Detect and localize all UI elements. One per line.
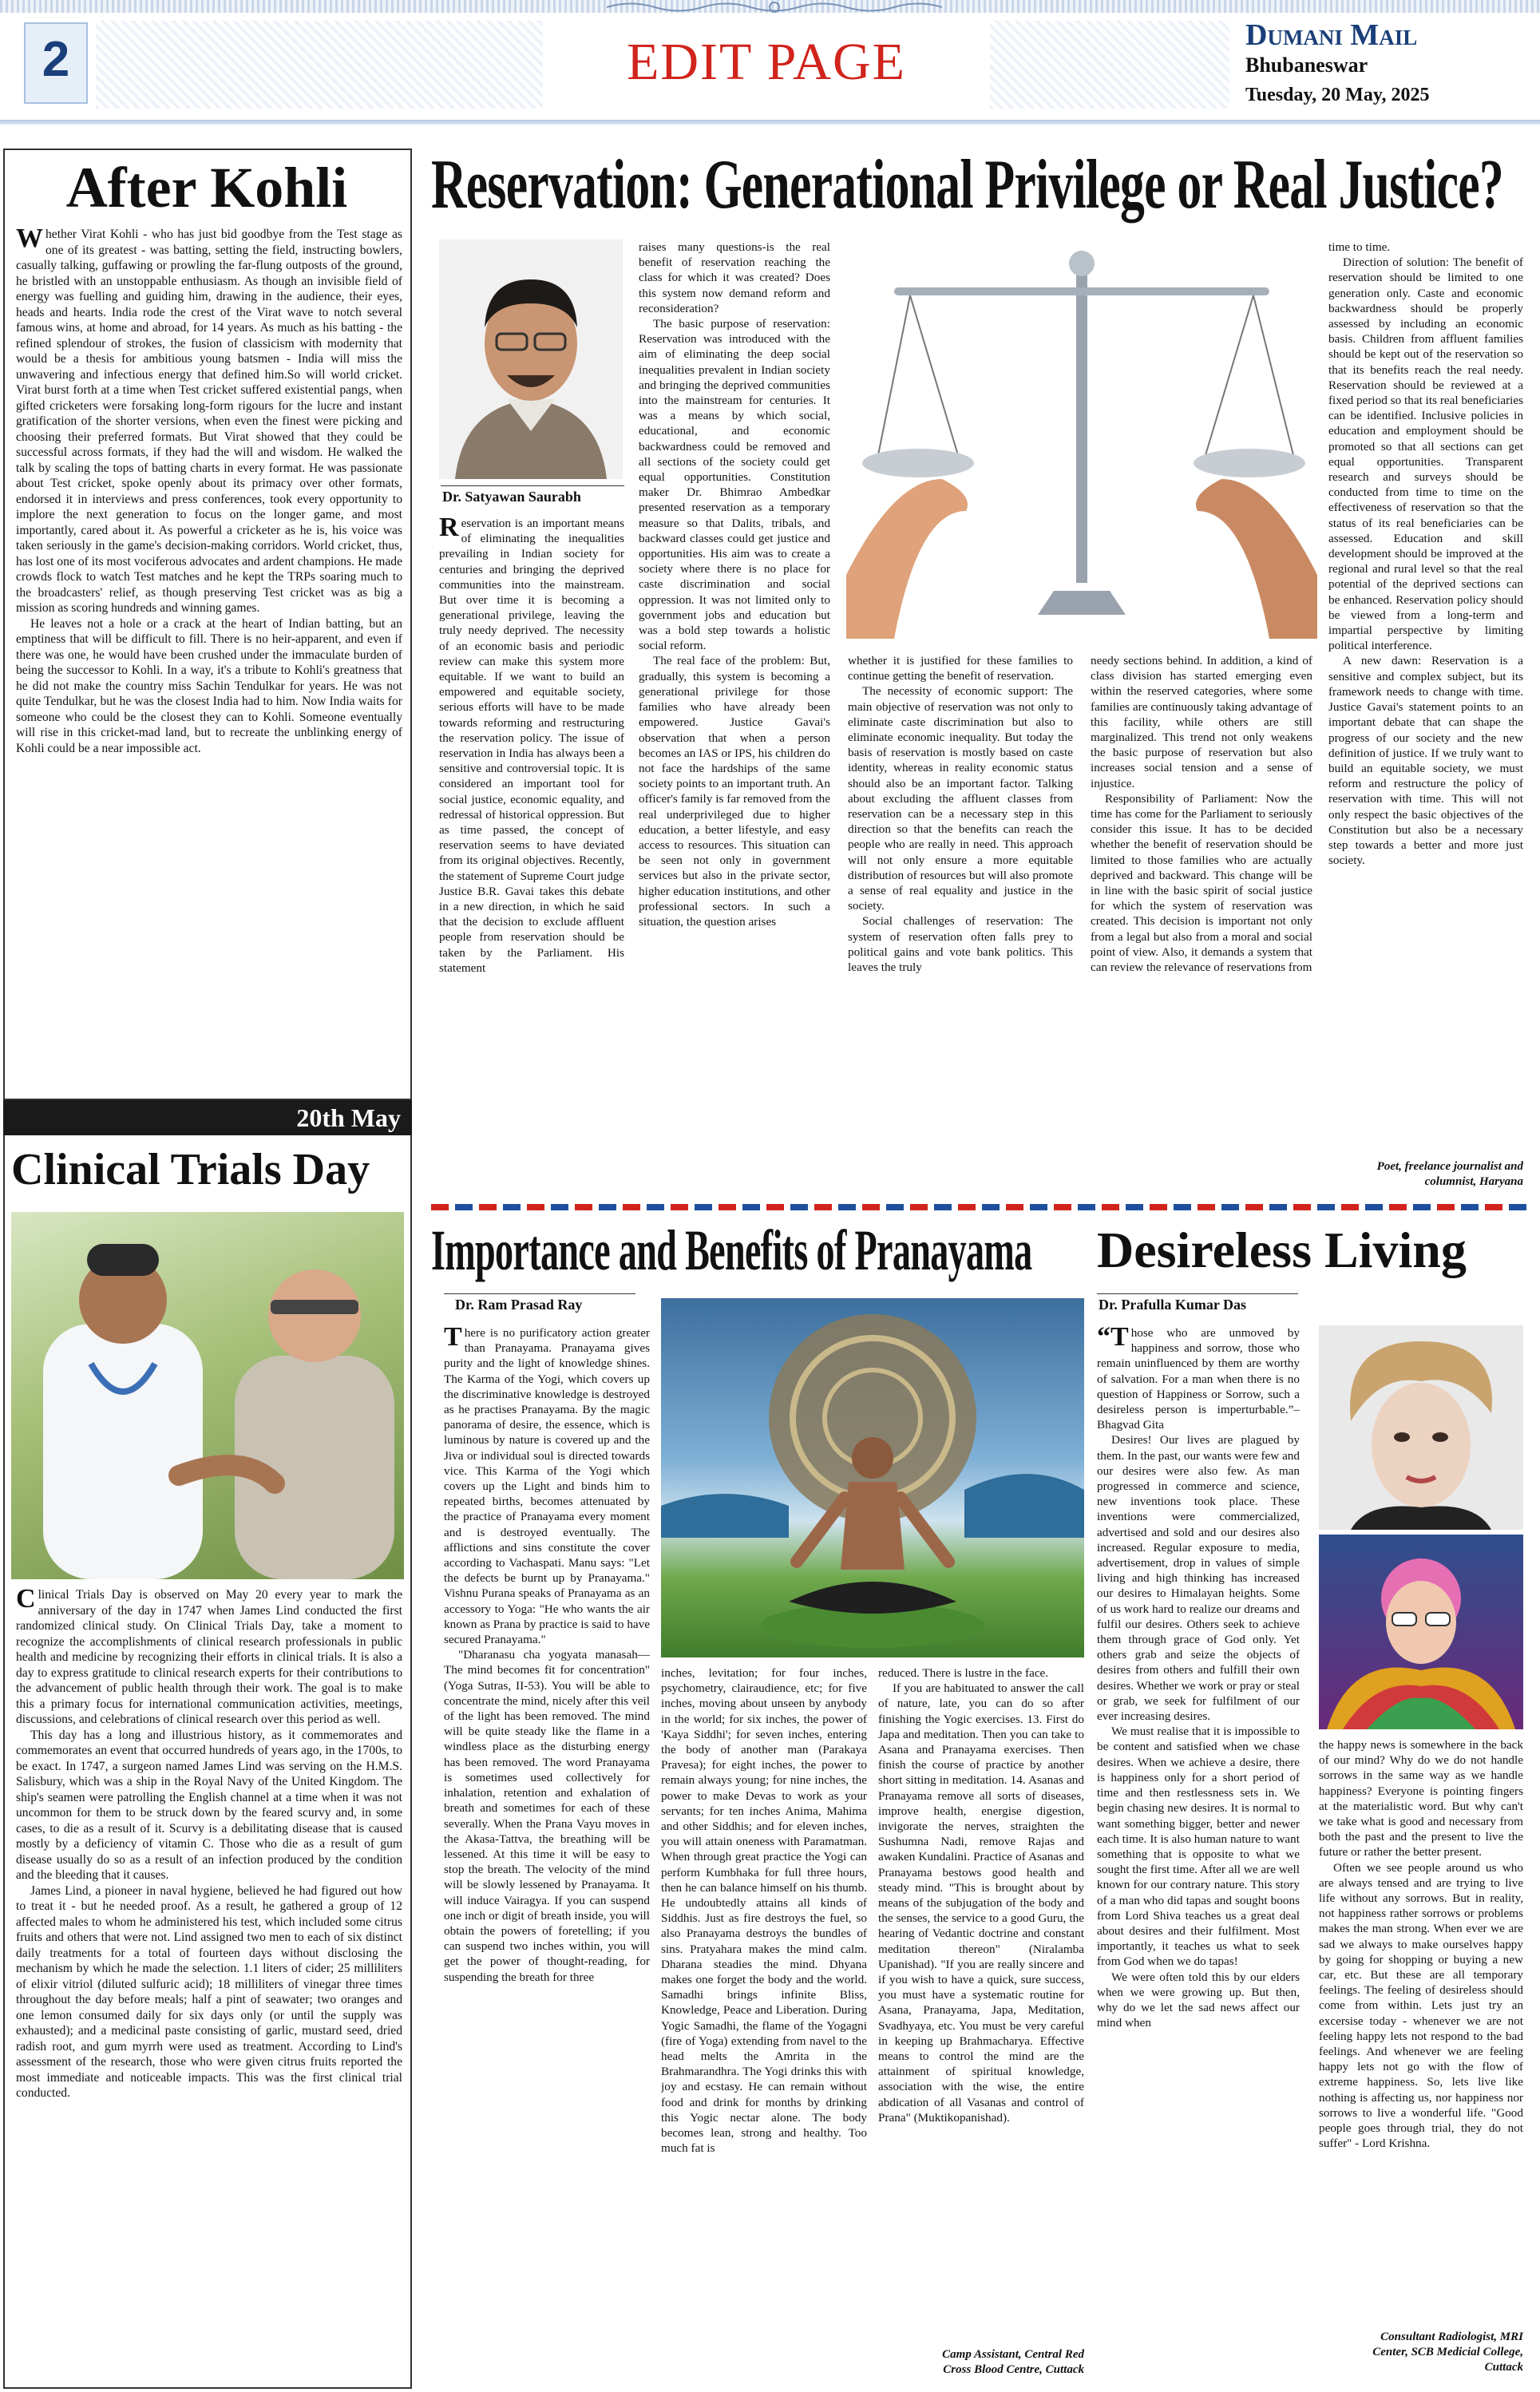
reservation-title-text: Reservation: Generational Privilege or Real Justice? xyxy=(431,147,1503,224)
clinical-paragraph: This day has a long and illustrious history, as it commemorates and commemorates an event that occurred hundreds of years ago, in the 1700s, to be exact. In 1747, a surgeon named James Lind was serving on the H.M.S. Salisbury, which was a ship in the Royal Navy of the United Kingdom. The ship's seamen were patrolling the English channel at a time when it was not uncommon for them to be struck down by the feared scurvy and, in some cases, to die as a result of it. Scurvy is a debilitating disease that is caused mostly by a deficiency of vitamin C. Those who die as a result of gum disease usually do so as a result of an infection produced by the condition and the bleeding that it causes. xyxy=(16,1728,402,1882)
reservation-paragraph: raises many questions-is the real benefit of reservation reaching the class for which it was created? Does this system now demand reform and reconsideration? xyxy=(639,240,830,315)
desireless-author: Dr. Prafulla Kumar Das xyxy=(1099,1297,1247,1313)
desireless-paragraph: Desires! Our lives are plagued by them. In the past, our wants were few and our desires were also few. As man progressed in commerce and science, new inventions took place. These inventions were commercialized, advertised and sold and our desires also increased. Regular exposure to media, advertisement, drop in values of simple living and high thinking has increased our desires to Himalayan heights. Some of us work hard to realize our dreams and fulfil our desires. Others seek to achieve them through grace of God only. Yet others grab and seize the objects of desires from others and fulfill their own desires. Whether we work or pray or steal or grab, we seek for fulfilment of our ever increasing desires. xyxy=(1097,1433,1300,1724)
reservation-signature xyxy=(1328,1159,1523,1190)
section-divider xyxy=(431,1204,1533,1210)
kohli-title: After Kohli xyxy=(65,156,348,220)
reservation-author: Dr. Satyawan Saurabh xyxy=(442,489,581,505)
section-title: EDIT PAGE xyxy=(627,33,906,91)
pranayama-col-2 xyxy=(661,1665,867,2389)
header-pattern-left xyxy=(96,21,543,109)
doctor-patient-photo xyxy=(11,1212,404,1579)
reservation-paragraph: Direction of solution: The benefit of reservation should be limited to one generation only. Caste and economic backwardness should be properly assessed by including an economic basis. Children from affluent families should be kept out of the reservation so that its benefits reach the real needy. Reservation should be reviewed at a fixed period so that its real beneficiaries can be identified. Inclusive policies in education and employment should be promoted so that all sections can get equal opportunities. Transparent research and surveys should be conducted from time to time on the effectiveness of reservation so that the status of its real beneficiaries can be assessed. Education and skill development should be improved at the regional and rural level so that the real potential of the deprived sections can be enhanced. Reservation policy should be viewed from a long-term and impartial perspective by limiting political interference. xyxy=(1328,255,1523,653)
header-pattern-right xyxy=(990,21,1229,109)
desireless-paragraph: We must realise that it is impossible to be content and satisfied when we chase desires. When we achieve a desire, there is happiness only for a short period of time and then restlessness sets in. We begin chasing new desires. It is normal to want something bigger, better and newer each time. It is also human nature to want something that is opposite to what we sought the first time. After all we are well known for our contrary nature. This story of a man who did tapas and sought boons from Lord Shiva teaches us a great deal about desires and their fulfilment. Most importantly, it teaches us what to seek from God when we do tapas! xyxy=(1097,1725,1300,1969)
desireless-col-2 xyxy=(1319,1737,1523,2315)
clinical-title: Clinical Trials Day xyxy=(11,1145,370,1194)
clinical-body xyxy=(16,1587,402,2386)
pranayama-signature xyxy=(878,2347,1084,2378)
reservation-paragraph: Social challenges of reservation: The system of reservation often falls prey to political gains and vote bank politics. This leaves the truly xyxy=(848,914,1073,975)
desireless-title: Desireless Living xyxy=(1097,1222,1467,1278)
page-number-box xyxy=(24,22,88,104)
page-number: 2 xyxy=(42,32,70,87)
reservation-paragraph: needy sections behind. In addition, a kind of class division has started emerging even within the reserved categories, where some families are continuously taking advantage of this facility, while others are still marginalized. This trend not only weakens the basic purpose of reservation but also increases social tension and a sense of injustice. xyxy=(1091,654,1312,790)
reservation-col-5 xyxy=(1328,240,1523,1158)
reservation-paragraph: A new dawn: Reservation is a sensitive and complex subject, but its framework needs to change with time. Justice Gavai's statement points to an important debate that can shape the progress of our society and the new definition of justice. If we truly want to build an equitable society, we must reform and restructure the policy of reservation with time. This will not only respect the basic objectives of the Constitution but also be a necessary step towards a better and more just society. xyxy=(1328,654,1523,868)
reservation-paragraph: Reservation is an important means of eliminating the inequalities prevailing in Indian society for centuries and bringing the deprived communities into the mainstream. But over time it is becoming a generational privilege, leaving the truly needy deprived. The necessity of an economic basis and periodic review can make this system more equitable. If we want to build an empowered and equitable society, serious efforts will have to be made towards reforming and restructuring the reservation policy. The issue of reservation in India has always been a sensitive and controversial topic. It is considered an important tool for social justice, economic equality, and redressal of historical oppression. But as time passed, the concept of reservation seems to have deviated from its original objectives. Recently, the statement of Supreme Court judge Justice B.R. Gavai takes this debate in a new direction, in which he said that the decision to exclude affluent people from reservation should be taken by the Parliament. His statement xyxy=(439,516,624,975)
reservation-paragraph: time to time. xyxy=(1328,240,1391,254)
reservation-title xyxy=(431,147,1533,224)
pranayama-title-text: Importance and Benefits of Pranayama xyxy=(431,1218,1032,1282)
desireless-signature-line: Cuttack xyxy=(1484,2361,1523,2374)
reservation-paragraph: whether it is justified for these families to continue getting the benefit of reservation. xyxy=(848,654,1073,683)
reservation-signature-line: columnist, Haryana xyxy=(1424,1175,1523,1188)
desireless-paragraph: We were often told this by our elders when we were growing up. But then, why do we let the sad news affect our mind when xyxy=(1097,1970,1300,2030)
reservation-col-1 xyxy=(439,516,624,1225)
reservation-col-2 xyxy=(639,240,830,1225)
reservation-author-rule xyxy=(441,485,624,486)
pranayama-paragraph: If you are habituated to answer the call of nature, late, you can do so after finishing the Yogic exercises. 13. First do Japa and meditation. Then you can take to Asana and Pranayama exercises. Then finish the course of practice by another short sitting in meditation. 14. Asanas and Pranayama remove all sorts of diseases, improve health, energise digestion, invigorate the nerves, straighten the Sushumna Nadi, remove Rajas and awaken Kundalini. Practice of Asanas and Pranayama bestows good health and steady mind. "This is brought about by means of the subjugation of the body and the senses, the service to a good Guru, the hearing of Vedantic doctrine and constant meditation thereon" (Niralamba Upanishad). "If you are really sincere and if you wish to have a quick, sure success, you must have a systematic routine for Asana, Pranayama, Japa, Meditation, Svadhyaya, etc. You must be very careful in keeping up Brahmacharya. Effective means to control the mind are the attainment of spiritual knowledge, association with the wise, the entire abdication of all Vasanas and control of Prana" (Muktikopanishad). xyxy=(878,1681,1084,2125)
top-ornament-scroll xyxy=(607,0,942,14)
woman-portrait-photo xyxy=(1319,1325,1523,1530)
pranayama-author-rule xyxy=(444,1293,635,1294)
scales-of-justice-illustration xyxy=(846,240,1317,639)
date-banner-text: 20th May xyxy=(296,1103,401,1132)
pranayama-signature-line: Cross Blood Centre, Cuttack xyxy=(943,2363,1084,2376)
colorful-feather-portrait-photo xyxy=(1319,1535,1523,1729)
yoga-meditation-illustration xyxy=(661,1298,1084,1657)
pranayama-paragraph: inches, levitation; for four inches, psychometry, clairaudience, etc; for five inches, moving about unseen by anybody in the world; for six inches, the power of 'Kaya Siddhi'; for seven inches, entering the body of another man (Parakaya Pravesa); for eight inches, the power to remain always young; for nine inches, the power to make Devas to work as your servants; for ten inches Anima, Mahima and other Siddhis; and for eleven inches, you will attain oneness with Paramatman. When through great practice the Yogi can perform Kumbhaka for full three hours, then he can balance himself on his thumb. He undoubtedly attains all kinds of Siddhis. Just as fire destroys the fuel, so also Pranayama destroys the bundles of sins. Pratyahara makes the mind calm. Dharana steadies the mind. Dhyana makes one forget the body and the world. Samadhi brings infinite Bliss, Knowledge, Peace and Liberation. During Yogic Samadhi, the flame of the Yogagni (fire of Yoga) extending from navel to the head melts the Amrita in the Brahmarandhra. The Yogi drinks this with joy and ecstasy. He can remain without food and drink for months by drinking this Yogic nectar alone. The body becomes lean, strong and healthy. Too much fat is xyxy=(661,1666,867,2156)
masthead-rule xyxy=(0,120,1540,125)
reservation-paragraph: Responsibility of Parliament: Now the time has come for the Parliament to seriously consider this issue. It has to be decided whether the benefit of reservation should be limited to those families who are actually deprived and backward. This change will be in line with the basic spirit of social justice for which the system of reservation was created. This decision is important not only from a legal but also from a moral and social point of view. Also, it demands a system that can review the relevance of reservations from xyxy=(1091,791,1312,975)
kohli-body xyxy=(16,227,402,1097)
reservation-paragraph: The necessity of economic support: The main objective of reservation was not only to eliminate caste discrimination but also to eliminate economic inequality. But today the basis of reservation is mostly based on caste identity, whereas in reality economic status should also be an important factor. Talking about excluding the affluent classes from reservation can be a necessary step in this direction so that the benefits can reach the people who are really in need. This approach will not only ensure a more equitable distribution of resources but will also promote a sense of real equality and justice in the society. xyxy=(848,684,1073,913)
reservation-col-3 xyxy=(848,653,1073,1225)
reservation-col-4 xyxy=(1091,653,1312,1225)
clinical-paragraph: Clinical Trials Day is observed on May 20 every year to mark the anniversary of the day in 1747 when James Lind conducted the first randomized clinical study. On Clinical Trials Day, take a moment to recognize the accomplishments of clinical research professionals in public health and medicine by recognizing their efforts in clinical trials. It is also a day to express gratitude to clinical research experts for their contributions to the advancement of public health through their work. The goal is to make this a primary focus for international communication activities, meetings, discussions, and celebrations of clinical research over this period as well. xyxy=(16,1587,402,1726)
desireless-author-rule xyxy=(1097,1293,1298,1294)
kohli-paragraph: He leaves not a hole or a crack at the heart of Indian batting, but an emptiness that will be difficult to fill. There is no heir-apparent, and even if there was one, he would have been crushed under the immaculate burden of being the successor to Kohli. In a way, it's a tribute to Kohli's greatness that he did not make the country miss Sachin Tendulkar for years. He was not quite Tendulkar, but he was the closest India had to him. Now India waits for someone who could be the closest they can to Kohli. Someone eventually will rise in this cricket-mad land, but to recreate the unblinking energy of Kohli could be a near impossible act. xyxy=(16,616,402,755)
date-banner xyxy=(3,1100,412,1135)
desireless-signature-line: Consultant Radiologist, MRI xyxy=(1380,2331,1523,2343)
pranayama-paragraph: "Dharanasu cha yogyata manasah—The mind becomes fit for concentration" (Yoga Sutras, II-53). You will be able to concentrate the mind, nicely after this veil of the light has been removed. The mind will be quite steady like the flame in a windless place as the disturbing energy has been removed. The word Pranayama is sometimes used collectively for inhalation, retention and exhalation of breath and sometimes for each of these severally. When the Prana Vayu moves in the Akasa-Tattva, the breathing will be lessened. At this time it will be easy to stop the breath. The velocity of the mind will be slowly lessened by Pranayama. It will induce Vairagya. If you can suspend one inch or digit of breath inside, you will obtain the powers of foretelling; if you can suspend two inches within, you will get the power of thought-reading, for suspending the breath for three xyxy=(444,1648,650,1984)
desireless-col-1 xyxy=(1097,1325,1300,2389)
clinical-paragraph: James Lind, a pioneer in naval hygiene, believed he had figured out how to treat it - but he needed proof. As a result, he gathered a group of 12 affected males to whom he administered his test, which included some citrus fruits and others that were not. Lind assigned two men to each of six distinct daily treatments for a total of fourteen days without disclosing the mechanism by which he made the selection. 1.1 liters of cider; 25 milliliters of elixir vitriol (diluted sulfuric acid); 18 milliliters of vinegar three times throughout the day before meals; half a pint of seawater; two oranges and one lemon consumed daily for six days only (or until the supply was exhausted); and a medicinal paste consisting of garlic, mustard seed, dried radish root, and gum myrrh were used as treatment. According to Lind's assessment of the research, those who were given citrus fruits reported the most immediate and noticeable impacts. This was the first clinical trial conducted. xyxy=(16,1883,402,2100)
kohli-paragraph: Whether Virat Kohli - who has just bid goodbye from the Test stage as one of its greatest - was batting, setting the field, instructing bowlers, casually talking, guffawing or prowling the far-flung outposts of the ground, he bristled with an unstoppable enthusiasm. As though an invisible field of energy was fuelling and guiding him, drawing in the audience, their eyes, heads and hearts. India rode the crest of the Virat wave to notch several famous wins, at home and abroad, for 14 years. As much as his batting - the refined splendour of strokes, the fusion of classicism with modernity that would be a thesis for ambitious young batsmen - India will miss the unwavering and infectious energy that defined him.So will world cricket. Virat burst forth at a time when Test cricket suffered existential pangs, when gifted cricketers were forsaking long-form rigours for the lucre and instant gratification of the shorter versions, when even the finest were picking and choosing their preferred formats. But Virat showed that they could be successful across formats, if they had the will and wisdom. He walked the talk by scaling the tops of batting charts in every format. He was passionate about Test cricket, spoke openly about its primacy over other formats, endorsed it in interviews and press conferences, took every opportunity to implore the next generation to focus on the longer game, and most importantly, cared about it. As powerful a cricketer as he is, his voice was taken seriously in the game's decision-making corridors. World cricket, thus, has lost one of its most vociferous advocates and ardent champions. He made crowds flock to watch Test matches and he kept the TRPs soaring much to the broadcasters' relief, as though preserving Test cricket was as big a mission as scoring hundreds and winning games. xyxy=(16,227,402,615)
reservation-signature-line: Poet, freelance journalist and xyxy=(1376,1160,1523,1173)
desireless-signature-line: Center, SCB Medicial College, xyxy=(1372,2346,1523,2358)
paper-name: Dumani Mail xyxy=(1245,18,1418,52)
reservation-paragraph: The real face of the problem: But, gradually, this system is becoming a generational privilege for those families who have already been empowered. Justice Gavai's observation that when a person becomes an IAS or IPS, his children do not face the hardships of the same society points to an important truth. An officer's family is far removed from the real underprivileged due to higher education, a better lifestyle, and easy access to resources. This situation can be seen not only in government services but also in the private sector, higher education institutions, and other professional sectors. In such a situation, the question arises xyxy=(639,654,830,929)
pranayama-col-1 xyxy=(444,1325,650,2389)
issue-date: Tuesday, 20 May, 2025 xyxy=(1245,85,1430,105)
desireless-paragraph: “Those who are unmoved by happiness and sorrow, those who remain uninfluenced by them are worthy of salvation. For a man when there is no question of Happiness or Sorrow, such a desireless person is imperturbable.”– Bhagvad Gita xyxy=(1097,1325,1300,1432)
reservation-paragraph: The basic purpose of reservation: Reservation was introduced with the aim of eliminating the deep social inequalities prevalent in Indian society and bringing the deprived communities into the mainstream for centuries. It was a means by which social, educational, and economic backwardness could be removed and all sections of the society could get equal opportunities. Constitution maker Dr. Bhimrao Ambedkar presented reservation as a temporary measure so that Dalits, tribals, and backward classes could get justice and opportunities. His aim was to create a society where there is no place for caste discrimination and social oppression. It was not limited only to government jobs and education but was a bold step towards a holistic social reform. xyxy=(639,317,830,653)
pranayama-signature-line: Camp Assistant, Central Red xyxy=(942,2348,1084,2361)
pranayama-paragraph: There is no purificatory action greater than Pranayama. Pranayama gives purity and the light of knowledge shines. The Karma of the Yogi, which covers up the discriminative knowledge is destroyed as he practises Pranayama. By the magic panorama of desire, the essence, which is luminous by nature is covered up and the Jiva or individual soul is directed towards vice. This Karma of the Yogi which covers up the Light and binds him to repeated births, becomes attenuated by the practice of Pranayama every moment and is destroyed eventually. The afflictions and sins constitute the cover according to Vachaspati. Manu says: "Let the defects be burnt up by Pranayama." Vishnu Purana speaks of Pranayama as an accessory to Yoga: "He who wants the air known as Prana by practice is said to have secured Pranayama." xyxy=(444,1325,650,1647)
desireless-signature xyxy=(1319,2330,1523,2375)
portrait-photo xyxy=(439,240,623,479)
pranayama-author: Dr. Ram Prasad Ray xyxy=(455,1297,583,1313)
masthead xyxy=(0,0,1540,128)
desireless-paragraph: the happy news is somewhere in the back of our mind? Why do we do not handle sorrows in the same way as we handle happiness? Everyone is pointing fingers at the materialistic word. But why can't we take what is good and necessary from both the past and the present to live the future or rather the better present. xyxy=(1319,1738,1523,1859)
pranayama-col-3 xyxy=(878,1665,1084,2346)
pranayama-paragraph: reduced. There is lustre in the face. xyxy=(878,1666,1049,1680)
desireless-paragraph: Often we see people around us who are always tensed and are trying to live life without any sorrows. But in reality, not happiness rather sorrows or problems makes the man strong. When ever we are sad we always to make ourselves happy by going for shopping or buying a new car, etc. But these are all temporary feelings. The feeling of desireless should come from within. Lets just try an excersise today - whenever we are not feeling happy lets not respond to the bad feelings. And whenever we are feeling happy lets not go with the flow of extreme happiness. So, lets live like nothing is affecting us, nor happiness nor sorrows to live a wonderful life. "Good people goes through trial, they do not suffer" - Lord Krishna. xyxy=(1319,1860,1523,2151)
city: Bhubaneswar xyxy=(1245,53,1368,77)
pranayama-title xyxy=(431,1218,1094,1282)
